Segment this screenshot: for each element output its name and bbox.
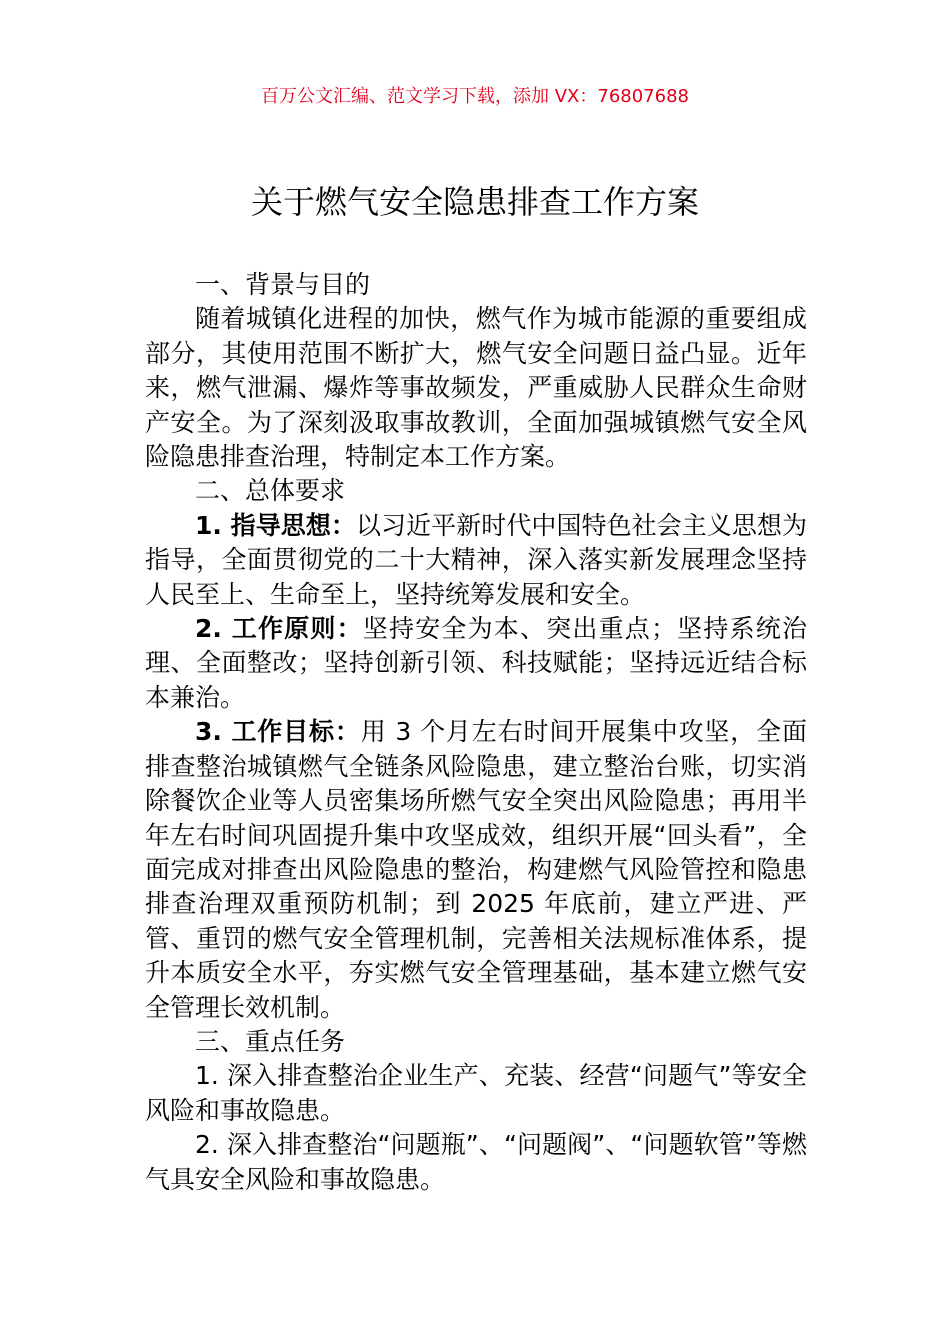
section-heading-background: 一、背景与目的 — [195, 270, 371, 299]
requirement-label: 1. 指导思想： — [195, 510, 356, 540]
requirement-text: 用 3 个月左右时间开展集中攻坚，全面排查整治城镇燃气全链条风险隐患，建立整治台账，切实消除餐饮企业等人员密集场所燃气安全突出风险隐患；再用半年左右时间巩固提升集中攻坚成效，组织开展“回头看”，全面完成对排查出风险隐患的整治，构建燃气风险管控和隐患排查治理双重预防机制；到 2025 年底前，建立严进、严管、重罚的燃气安全管理机制，完善相关法规标准体系，提升本质安全水平，夯实燃气安全管理基础，基本建立燃气安全管理长效机制。 — [145, 717, 807, 1022]
requirement-text: 以习近平新时代中国特色社会主义思想为指导，全面贯彻党的二十大精神，深入落实新发展理念坚持人民至上、生命至上，坚持统筹发展和安全。 — [145, 510, 807, 609]
header-promo-note: 百万公文汇编、范文学习下载，添加 VX：76807688 — [261, 86, 689, 107]
key-task-item: 2. 深入排查整治“问题瓶”、“问题阀”、“问题软管”等燃气具安全风险和事故隐患。 — [145, 1130, 807, 1194]
background-paragraph: 随着城镇化进程的加快，燃气作为城市能源的重要组成部分，其使用范围不断扩大，燃气安全问题日益凸显。近年来，燃气泄漏、爆炸等事故频发，严重威胁人民群众生命财产安全。为了深刻汲取事故教训，全面加强城镇燃气安全风险隐患排查治理，特制定本工作方案。 — [145, 304, 807, 472]
key-task-item: 1. 深入排查整治企业生产、充装、经营“问题气”等安全风险和事故隐患。 — [145, 1061, 807, 1125]
document-title: 关于燃气安全隐患排查工作方案 — [250, 183, 699, 221]
section-heading-requirements: 二、总体要求 — [195, 476, 346, 506]
requirement-item-goals — [145, 715, 807, 1025]
requirement-label: 2. 工作原则： — [195, 614, 363, 644]
requirement-label: 3. 工作目标： — [195, 717, 361, 747]
section-heading-key-tasks: 三、重点任务 — [195, 1026, 346, 1056]
document-body — [145, 268, 807, 1197]
requirement-text: 坚持安全为本、突出重点；坚持系统治理、全面整改；坚持创新引领、科技赋能；坚持远近结合标本兼治。 — [145, 614, 807, 712]
requirement-item-principles — [145, 612, 807, 715]
requirement-item-guiding-ideology — [145, 509, 807, 612]
